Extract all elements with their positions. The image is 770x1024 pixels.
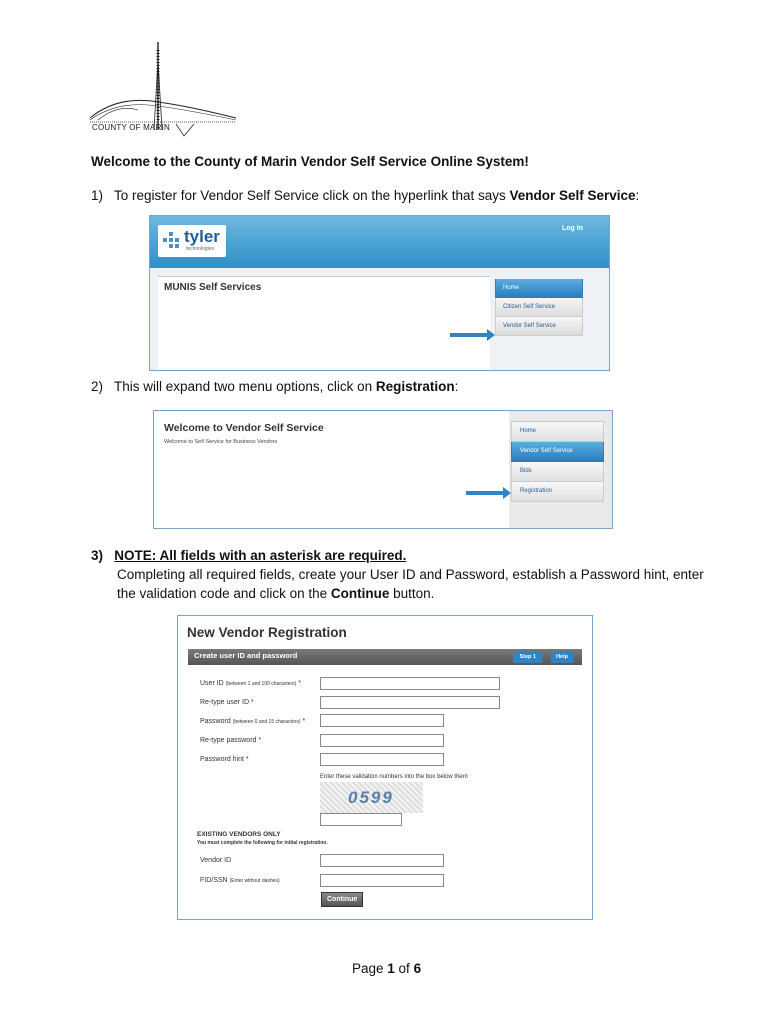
- existing-vendors-subtitle: You must complete the following for initial registration.: [197, 840, 328, 846]
- registration-bar-title: Create user ID and password: [194, 651, 298, 660]
- captcha-text: 0599: [348, 788, 394, 807]
- step-1: [91, 188, 639, 203]
- login-link[interactable]: Log In: [562, 225, 583, 232]
- menu-home[interactable]: Home: [511, 421, 604, 442]
- password-hint-input[interactable]: [320, 753, 444, 766]
- continue-button[interactable]: Continue: [321, 892, 363, 907]
- userid-hint: (between 1 and 100 characters): [225, 681, 297, 687]
- captcha-input[interactable]: [320, 813, 402, 826]
- registration-title: New Vendor Registration: [187, 625, 347, 640]
- vss-menu: [511, 421, 604, 502]
- screenshot-munis-self-services: [149, 215, 610, 371]
- menu-home[interactable]: Home: [495, 279, 583, 298]
- step-2-bold: Registration: [375, 379, 455, 394]
- page-current: 1: [387, 961, 395, 976]
- vendor-id-input[interactable]: [320, 854, 444, 867]
- password-input[interactable]: [320, 714, 444, 727]
- step-1-bold: Vendor Self Service: [509, 188, 636, 203]
- page-heading: Welcome to the County of Marin Vendor Self Service Online System!: [91, 154, 529, 169]
- password-hint-text: (between 0 and 15 characters): [232, 719, 301, 725]
- step-2-text: This will expand two menu options, click on: [114, 379, 376, 394]
- tyler-header: [150, 216, 609, 268]
- logo-text: COUNTY OF MARIN: [92, 123, 170, 132]
- menu-citizen-self-service[interactable]: Citizen Self Service: [495, 298, 583, 317]
- fid-ssn-input[interactable]: [320, 874, 444, 887]
- existing-vendors-title: EXISTING VENDORS ONLY: [197, 831, 281, 838]
- step-3-line-2c: button.: [389, 586, 435, 601]
- retype-userid-input[interactable]: [320, 696, 500, 709]
- vendor-id-label: Vendor ID: [200, 857, 232, 864]
- required-asterisk: *: [258, 737, 262, 744]
- menu-vendor-self-service[interactable]: Vendor Self Service: [511, 442, 604, 462]
- fid-ssn-hint: (Enter without dashes): [229, 878, 280, 884]
- step-2-tail: :: [454, 379, 459, 394]
- page-pre: Page: [352, 961, 388, 976]
- pointer-arrow-icon: [450, 333, 488, 337]
- validation-label: Enter these validation numbers into the box below them: [320, 774, 468, 780]
- step-3-line-2a: the validation code and click on the: [117, 586, 331, 601]
- pointer-arrow-icon: [466, 491, 504, 495]
- password-label-text: Password: [200, 718, 231, 725]
- registration-bar: [188, 649, 582, 665]
- vss-panel: [154, 411, 509, 528]
- userid-input[interactable]: [320, 677, 500, 690]
- required-asterisk: *: [250, 699, 254, 706]
- fid-ssn-label: [200, 877, 280, 884]
- step-3-note: NOTE: All fields with an asterisk are required.: [114, 548, 407, 563]
- munis-title: MUNIS Self Services: [164, 282, 262, 293]
- page-total: 6: [413, 961, 422, 976]
- retype-password-label: [200, 737, 261, 744]
- tyler-mark-icon: [161, 230, 183, 252]
- help-tab[interactable]: Help: [551, 651, 573, 663]
- tyler-logo-sub: technologies: [186, 246, 215, 252]
- password-hint-label-text: Password hint: [200, 756, 244, 763]
- vss-title: Welcome to Vendor Self Service: [164, 422, 324, 434]
- required-asterisk: *: [302, 718, 306, 725]
- fid-ssn-label-text: FID/SSN: [200, 877, 228, 884]
- munis-menu: [495, 279, 583, 336]
- step-3-line-2: [117, 586, 434, 601]
- munis-panel: [158, 276, 490, 371]
- step-3: [91, 548, 406, 563]
- userid-label: [200, 680, 301, 687]
- menu-bids[interactable]: Bids: [511, 462, 604, 482]
- step-2-number: 2): [91, 379, 104, 394]
- retype-userid-label-text: Re-type user ID: [200, 699, 250, 706]
- userid-label-text: User ID: [200, 680, 224, 687]
- vss-subtitle: Welcome to Self Service for Business Vendors: [164, 439, 278, 445]
- tyler-logo-text: tyler: [184, 227, 220, 246]
- step-1-text: To register for Vendor Self Service click on the hyperlink that says: [114, 188, 510, 203]
- screenshot-new-vendor-registration: [177, 615, 593, 920]
- step-2: [91, 379, 458, 394]
- step-1-tab[interactable]: Step 1: [513, 651, 542, 663]
- menu-vendor-self-service[interactable]: Vendor Self Service: [495, 317, 583, 336]
- captcha-image: [320, 782, 423, 813]
- menu-registration[interactable]: Registration: [511, 482, 604, 502]
- step-3-number: 3): [91, 548, 104, 563]
- step-1-tail: :: [635, 188, 640, 203]
- password-label: [200, 718, 305, 725]
- screenshot-vendor-self-service: [153, 410, 613, 529]
- retype-password-input[interactable]: [320, 734, 444, 747]
- page-mid: of: [394, 961, 414, 976]
- retype-userid-label: [200, 699, 254, 706]
- password-hint-label: [200, 756, 249, 763]
- step-3-line-2b: Continue: [330, 586, 390, 601]
- retype-password-label-text: Re-type password: [200, 737, 257, 744]
- required-asterisk: *: [245, 756, 249, 763]
- step-3-line-1: Completing all required fields, create your User ID and Password, establish a Password hint, enter: [117, 567, 704, 582]
- tyler-logo: [158, 225, 226, 257]
- page-number: [352, 961, 421, 976]
- step-1-number: 1): [91, 188, 104, 203]
- required-asterisk: *: [298, 680, 301, 687]
